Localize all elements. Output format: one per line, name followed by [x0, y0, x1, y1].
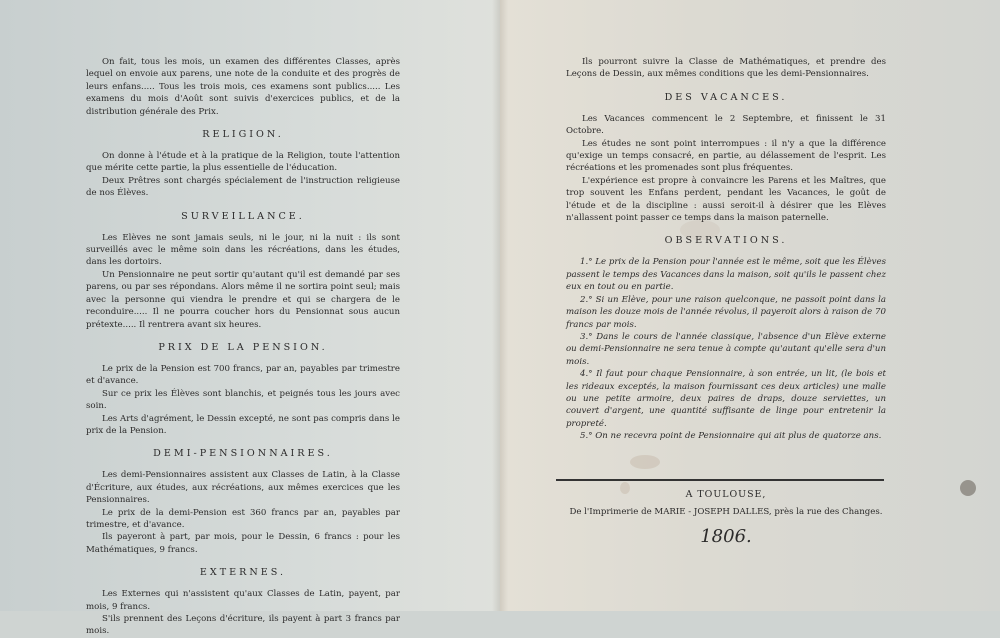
- paragraph: On donne à l'étude et à la pratique de la Religion, toute l'attention que mérite cette partie, la plus essentielle de l'éducation.: [86, 151, 400, 174]
- paragraph: Les demi-Pensionnaires assistent aux Classes de Latin, à la Classe d'Écriture, aux études, aux récréations, aux mêmes exercices que les Pensionnaires.: [86, 470, 400, 506]
- left-text-column: [86, 56, 400, 638]
- paragraph: S'ils prennent des Leçons d'écriture, ils payent à part 3 francs par mois.: [86, 614, 400, 637]
- paragraph: Les études ne sont point interrompues : il n'y a que la différence qu'exige un temps consacré, en partie, au délassement de l'esprit. Les récréations et les promenades sont plus fréquentes.: [566, 138, 886, 174]
- book-gutter: [492, 0, 508, 611]
- paragraph: Sur ce prix les Élèves sont blanchis, et peignés tous les jours avec soin.: [86, 388, 400, 412]
- observation-item: 5.° On ne recevra point de Pensionnaire qui ait plus de quatorze ans.: [580, 431, 882, 442]
- ink-stain: [960, 480, 976, 496]
- observation-item: 2.° Si un Elève, pour une raison quelconque, ne passoit point dans la maison les douze mois de l'année révolus, il payeroit alors à raison de 70 francs par mois.: [566, 294, 886, 330]
- section-heading-surveillance: SURVEILLANCE.: [181, 210, 305, 222]
- paragraph: Les Arts d'agrément, le Dessin excepté, ne sont pas compris dans le prix de la Pension.: [86, 413, 400, 436]
- paragraph: Le prix de la demi-Pension est 360 francs par an, payables par trimestre, et d'avance.: [86, 507, 400, 530]
- section-heading-externes: EXTERNES.: [199, 567, 287, 579]
- paragraph: Les Externes qui n'assistent qu'aux Classes de Latin, payent, par mois, 9 francs.: [86, 589, 400, 612]
- right-text-column: [566, 56, 886, 443]
- section-heading-demi-pensionnaires: DEMI-PENSIONNAIRES.: [153, 448, 333, 460]
- section-heading-religion: RELIGION.: [202, 129, 284, 141]
- section-heading-prix: PRIX DE LA PENSION.: [158, 341, 328, 353]
- paragraph: Deux Prêtres sont chargés spécialement de l'instruction religieuse de nos Élèves.: [86, 175, 400, 199]
- paragraph: Les Vacances commencent le 2 Septembre, et finissent le 31 Octobre.: [566, 113, 886, 137]
- imprint-printer: De l'Imprimerie de MARIE - JOSEPH DALLES, près la rue des Changes.: [569, 507, 883, 517]
- paragraph: On fait, tous les mois, un examen des différentes Classes, après lequel on envoie aux parens, une note de la conduite et des progrès de leurs enfans..... Tous les trois mois, ces examens sont publics..... Les examens du mois d'Août sont suivis d'exercices publics, et de la distribution générale des Prix.: [86, 57, 400, 117]
- observation-item: 1.° Le prix de la Pension pour l'année est le même, soit que les Élèves passent le temps des Vacances dans la maison, soit qu'ils le passent chez eux en tout ou en partie.: [566, 257, 886, 293]
- paragraph: Les Elèves ne sont jamais seuls, ni le jour, ni la nuit : ils sont surveillés avec le même soin dans les récréations, dans les études, dans les dortoirs.: [86, 232, 400, 268]
- paragraph: Ils pourront suivre la Classe de Mathématiques, et prendre des Leçons de Dessin, aux mêmes conditions que les demi-Pensionnaires.: [566, 57, 886, 80]
- observations-list: [566, 256, 886, 442]
- paper-stain: [630, 455, 660, 469]
- imprint-city: A TOULOUSE,: [685, 489, 767, 500]
- observation-item: 4.° Il faut pour chaque Pensionnaire, à son entrée, un lit, (le bois et les rideaux exceptés, la maison fournissant ces deux articles) une malle ou une petite armoire, deux paires de draps, douze serviettes, un couvert d'argent, une quantité suffisante de linge pour entretenir la propreté.: [566, 369, 886, 429]
- section-heading-observations: OBSERVATIONS.: [664, 235, 788, 247]
- footer-rule: [556, 479, 884, 481]
- observation-item: 3.° Dans le cours de l'année classique, l'absence d'un Elève externe ou demi-Pensionnaire ne sera tenue à compte qu'autant qu'elle sera d'un mois.: [566, 331, 886, 367]
- paragraph: Le prix de la Pension est 700 francs, par an, payables par trimestre et d'avance.: [86, 363, 400, 387]
- section-heading-vacances: DES VACANCES.: [664, 91, 788, 103]
- paragraph: Ils payeront à part, par mois, pour le Dessin, 6 francs : pour les Mathématiques, 9 francs.: [86, 532, 400, 555]
- paragraph: Un Pensionnaire ne peut sortir qu'autant qu'il est demandé par ses parens, ou par ses répondans. Alors même il ne sortira point seul; mais avec la personne qui viendra le prendre et qui se chargera de le reconduire..... Il ne pourra coucher hors du Pensionnat sous aucun prétexte..... Il rentrera avant six heures.: [86, 269, 400, 330]
- imprint-year: 1806.: [700, 526, 752, 547]
- paragraph: L'expérience est propre à convaincre les Parens et les Maîtres, que trop souvent les Enfans perdent, pendant les Vacances, le goût de l'étude et de la discipline : aussi seroit-il à désirer que les Elèves n'allassent point passer ce temps dans la maison paternelle.: [566, 175, 886, 224]
